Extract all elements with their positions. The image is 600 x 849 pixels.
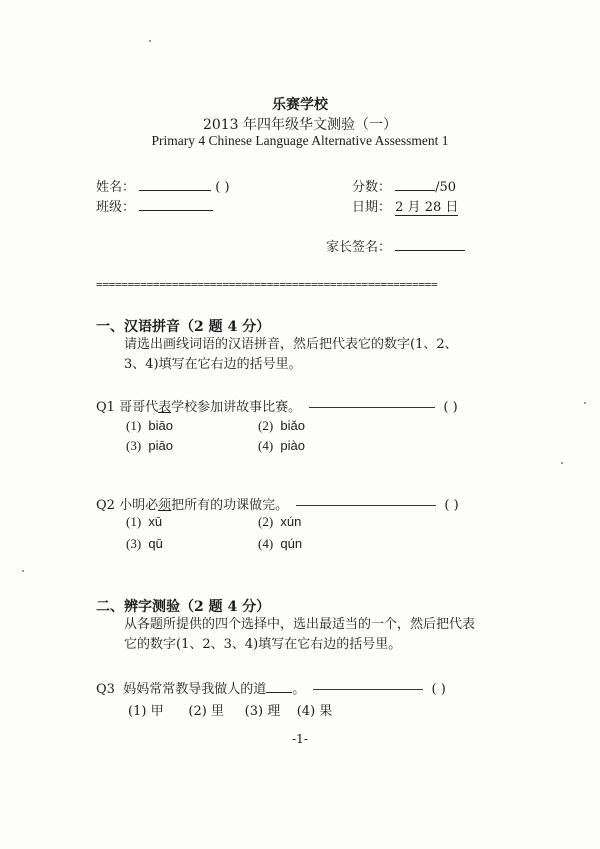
section1-title: 一、汉语拼音（2 题 4 分） xyxy=(96,319,271,335)
q1-option-3-text: piāo xyxy=(148,438,173,453)
q3-fill-blank xyxy=(266,682,292,693)
class-line xyxy=(139,198,213,211)
section1-instruction-2: 3、4)填写在它右边的括号里。 xyxy=(124,357,302,372)
q3-option-1 xyxy=(128,704,164,719)
q3-option-3-text: 理 xyxy=(267,704,281,719)
q3-option-3-num: (3) xyxy=(244,704,264,719)
q3-option-2 xyxy=(188,704,224,719)
q2-answer-paren: ( ) xyxy=(444,498,459,513)
q2-text-before: 小明必 xyxy=(119,498,159,513)
q1-option-4-text: piào xyxy=(280,438,305,453)
q1-underlined-word: 表 xyxy=(158,400,172,415)
q3-option-4-num: (4) xyxy=(296,704,316,719)
q1-text-after: 学校参加讲故事比赛。 xyxy=(171,400,302,415)
q2-option-1 xyxy=(126,514,162,530)
date-label: 日期： xyxy=(352,200,392,215)
class-field xyxy=(96,196,213,215)
score-total: /50 xyxy=(435,180,457,195)
section2-title: 二、辨字测验（2 题 4 分） xyxy=(96,599,271,615)
question-q3 xyxy=(96,678,446,697)
q1-option-3-num: (3) xyxy=(126,438,142,453)
q3-option-4 xyxy=(297,704,333,719)
q2-dash-line xyxy=(296,505,436,506)
class-label: 班级： xyxy=(96,200,136,215)
page-number: -1- xyxy=(292,732,308,746)
q3-answer-paren: ( ) xyxy=(431,682,446,697)
q3-dash-line xyxy=(313,689,423,690)
q2-option-3 xyxy=(126,536,163,552)
score-line xyxy=(395,178,435,191)
date-field xyxy=(352,196,458,215)
q1-option-2-num: (2) xyxy=(258,418,274,433)
q1-option-4 xyxy=(258,438,305,454)
question-q2 xyxy=(96,494,459,513)
q2-option-4-num: (4) xyxy=(258,536,274,551)
name-field xyxy=(96,176,230,195)
school-name: 乐赛学校 xyxy=(272,97,328,113)
q3-label: Q3 xyxy=(96,682,115,697)
q2-underlined-word: 须 xyxy=(158,498,172,513)
separator-line: ====================================================== xyxy=(96,278,438,291)
q3-options xyxy=(128,700,332,719)
name-line xyxy=(139,178,211,191)
parent-signature-line xyxy=(395,238,465,251)
q3-option-2-num: (2) xyxy=(188,704,207,719)
q1-option-2-text: biǎo xyxy=(280,418,305,433)
q2-option-3-text: qū xyxy=(148,536,163,551)
q1-option-2 xyxy=(258,418,305,434)
q2-option-2-num: (2) xyxy=(258,514,274,529)
q1-option-1-num: (1) xyxy=(126,418,142,433)
parent-signature-label: 家长签名： xyxy=(326,240,392,255)
scan-speck xyxy=(149,40,151,42)
score-label: 分数： xyxy=(352,180,392,195)
q2-option-4 xyxy=(258,536,302,552)
q2-option-2-text: xún xyxy=(280,514,302,529)
name-label: 姓名： xyxy=(96,180,136,195)
date-value: 2 月 28 日 xyxy=(395,200,459,215)
q1-text-before: 哥哥代 xyxy=(119,400,159,415)
parent-signature-field xyxy=(326,236,465,255)
q3-option-1-text: 甲 xyxy=(150,704,164,719)
section1-instruction-1: 请选出画线词语的汉语拼音，然后把代表它的数字(1、2、 xyxy=(124,337,458,352)
q3-text-after: 。 xyxy=(292,682,306,697)
q3-option-3 xyxy=(245,704,281,719)
q2-text-after: 把所有的功课做完。 xyxy=(171,498,289,513)
exam-title-chinese: 2013 年四年级华文测验（一） xyxy=(202,117,398,133)
q3-option-2-text: 里 xyxy=(210,704,224,719)
q2-option-1-num: (1) xyxy=(126,514,142,529)
q1-dash-line xyxy=(309,407,435,408)
class-number-paren: ( ) xyxy=(215,180,230,195)
q1-option-4-num: (4) xyxy=(258,438,274,453)
section2-instruction-2: 它的数字(1、2、3、4)填写在它右边的括号里。 xyxy=(124,637,402,652)
q2-option-2 xyxy=(258,514,301,530)
q1-option-3 xyxy=(126,438,173,454)
q1-label: Q1 xyxy=(96,400,115,415)
q1-option-1 xyxy=(126,418,173,434)
question-q1 xyxy=(96,396,458,415)
exam-title-english: Primary 4 Chinese Language Alternative Assessment 1 xyxy=(151,133,449,148)
scan-speck xyxy=(22,570,24,572)
q1-answer-paren: ( ) xyxy=(443,400,458,415)
q2-option-4-text: qún xyxy=(280,536,303,551)
q3-option-4-text: 果 xyxy=(319,704,333,719)
q3-text-before: 妈妈常常教导我做人的道 xyxy=(123,682,267,697)
q2-option-1-text: xū xyxy=(148,514,163,529)
scan-speck xyxy=(561,462,563,464)
scan-speck xyxy=(584,402,586,404)
score-field xyxy=(352,176,456,195)
q3-option-1-num: (1) xyxy=(128,704,147,719)
q2-option-3-num: (3) xyxy=(126,536,142,551)
section2-instruction-1: 从各题所提供的四个选择中，选出最适当的一个，然后把代表 xyxy=(124,617,476,632)
q1-option-1-text: biāo xyxy=(148,418,173,433)
q2-label: Q2 xyxy=(96,498,115,513)
